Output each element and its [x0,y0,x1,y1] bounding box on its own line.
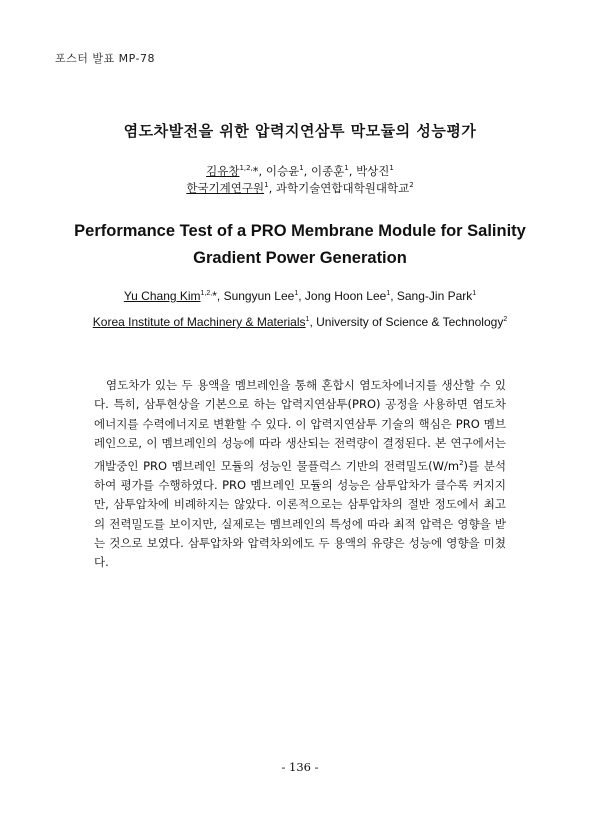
korean-title: 염도차발전을 위한 압력지연삼투 막모듈의 성능평가 [123,122,477,140]
affiliation-sup: 2 [503,316,508,323]
author-sup: 1 [472,290,477,297]
page-number: - 136 - [281,760,319,774]
affiliation-sup: 1 [305,316,310,323]
author-sup: 1,2, [239,164,253,173]
author-name: 박상진 [356,164,390,178]
affiliation-sup: 1 [264,181,269,190]
unit-superscript: 2 [459,458,464,467]
author-name: Yu Chang Kim [123,289,201,303]
english-affiliations: Korea Institute of Machinery & Materials$^1$, University of Science & Technology$^2$ [92,315,508,329]
corresponding-mark: * [212,289,217,303]
author-sup: 1 [344,164,349,173]
affiliation-name: 한국기계연구원 [186,181,265,195]
english-authors: Yu Chang Kim$^{1,2,}$*, Sungyun Lee$^1$, Jong Hoon Lee$^1$, Sang-Jin Park$^1$ [123,289,477,303]
english-title: Performance Test of a PRO Membrane Module for Salinity Gradient Power Generation [74,222,526,267]
affiliation-name: Korea Institute of Machinery & Materials [92,315,306,329]
session-tag: 포스터 발표 MP-78 [55,52,155,65]
author-sup: 1 [294,290,299,297]
author-name: Jong Hoon Lee [304,289,387,303]
author-sup: 1 [299,164,304,173]
affiliation-name: 과학기술연합대학원대학교 [275,181,410,195]
affiliation-name: University of Science & Technology [316,315,504,329]
korean-authors: 김유창$^{1,2,}$*, 이승윤$^1$, 이종훈$^1$, 박상진$^1$ [206,164,394,178]
corresponding-mark: * [252,164,259,178]
author-name: 이승윤 [265,164,300,178]
author-sup: 1 [386,290,391,297]
abstract-body [94,376,506,573]
abstract-text: )를 분석하여 평가를 수행하였다. PRO 멤브레인 모듈의 성능은 삼투압차가 클수록 커지지만, 삼투압차에 비례하지는 않았다. 이론적으로는 삼투압차의 절반 정도에서 최고의 전력밀도를 보이지만, 실제로는 멤브레인의 특성에 따라 최적 압력은 영향을 받는 것으로 보였다. 삼투압차와 압력차외에도 두 용액의 유량은 성능에 영향을 미쳤다. [94,458,506,570]
author-name: Sang-Jin Park [396,289,473,303]
author-name: 이종훈 [310,164,345,178]
author-sup: 1 [389,164,394,173]
author-name: Sungyun Lee [223,289,295,303]
korean-affiliations: 한국기계연구원$^1$, 과학기술연합대학원대학교$^2$ [186,181,414,195]
abstract-text: 염도차가 있는 두 용액을 멤브레인을 통해 혼합시 염도차에너지를 생산할 수 있다. 특히, 삼투현상을 기본으로 하는 압력지연삼투(PRO) 공정을 사용하면 염도차에너지를 수력에너지로 변환할 수 있다. 이 압력지연삼투 기술의 핵심은 PRO 멤브레인으로, 이 멤브레인의 성능에 따라 생산되는 전력량이 결정된다. 본 연구에서는 개발중인 PRO 멤브레인 모듈의 성능인 물플럭스 기반의 전력밀도(W/m [94,378,506,473]
affiliation-sup: 2 [409,181,414,190]
author-name: 김유창 [206,164,240,178]
author-sup: 1,2, [200,290,213,297]
